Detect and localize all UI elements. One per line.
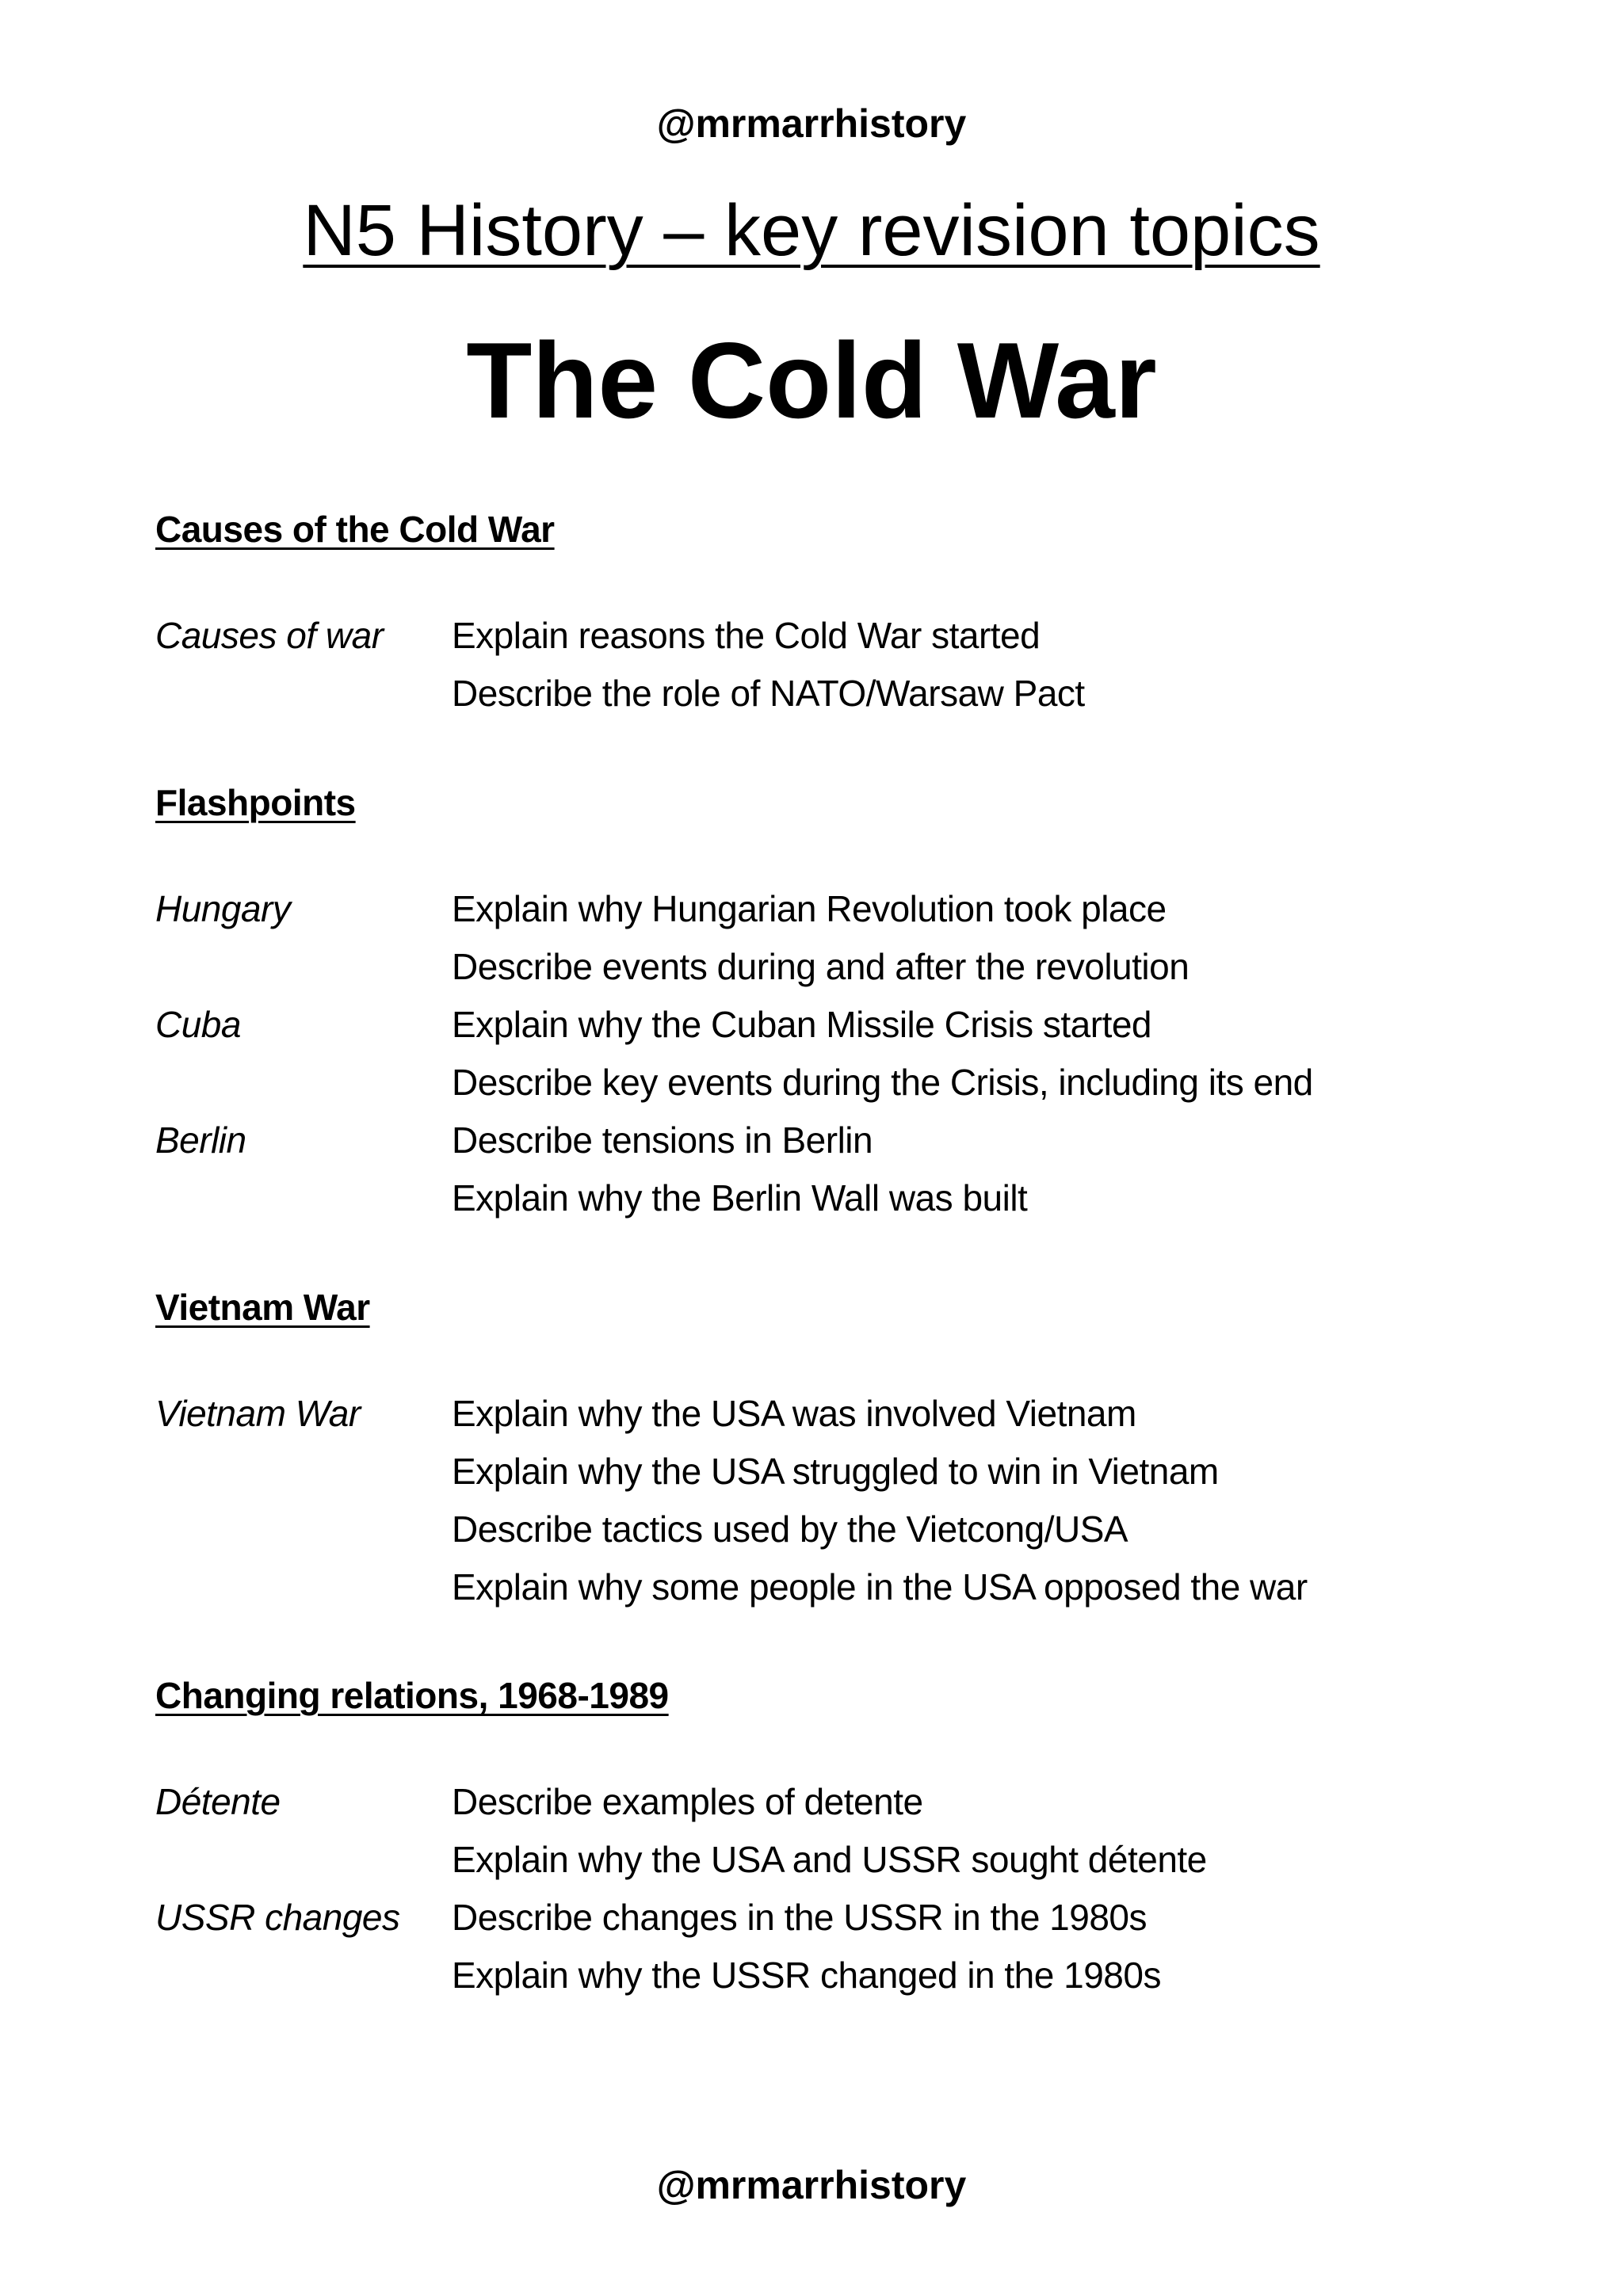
topic-berlin (155, 1112, 1503, 1227)
topic-name: Hungary (155, 888, 291, 929)
page-title: The Cold War (466, 320, 1157, 441)
topic-cuba (155, 996, 1503, 1112)
section-heading: Vietnam War (155, 1287, 370, 1328)
topic-points (452, 607, 1503, 723)
list-item: Explain reasons the Cold War started (452, 615, 1041, 656)
topic-points (452, 1385, 1503, 1616)
topic-name: Causes of war (155, 615, 384, 656)
list-item: Describe the role of NATO/Warsaw Pact (452, 673, 1085, 714)
topic-name: Cuba (155, 1004, 241, 1045)
section-causes (155, 507, 1503, 723)
topic-name: Vietnam War (155, 1393, 361, 1434)
topic-points (452, 880, 1503, 996)
topic-points (452, 996, 1503, 1112)
topic-detente (155, 1773, 1503, 1889)
topic-vietnam-war (155, 1385, 1503, 1616)
topic-name: Berlin (155, 1119, 246, 1161)
section-heading: Changing relations, 1968-1989 (155, 1675, 669, 1716)
list-item: Describe events during and after the revolution (452, 946, 1190, 987)
topic-hungary (155, 880, 1503, 996)
list-item: Describe tensions in Berlin (452, 1119, 873, 1161)
topic-points (452, 1773, 1503, 1889)
list-item: Describe examples of detente (452, 1781, 923, 1822)
page-subtitle: N5 History – key revision topics (303, 190, 1320, 271)
topic-points (452, 1889, 1503, 2004)
topic-list (155, 1773, 1503, 2004)
list-item: Explain why the Berlin Wall was built (452, 1177, 1028, 1219)
section-changing-relations (155, 1673, 1503, 2004)
header-handle: @mrmarrhistory (656, 101, 967, 146)
section-heading: Causes of the Cold War (155, 509, 555, 550)
topic-list (155, 607, 1503, 723)
section-heading: Flashpoints (155, 782, 356, 823)
section-flashpoints (155, 780, 1503, 1227)
list-item: Explain why the USA and USSR sought détente (452, 1839, 1207, 1880)
topic-list (155, 1385, 1503, 1616)
list-item: Describe tactics used by the Vietcong/USA (452, 1508, 1128, 1550)
topic-list (155, 880, 1503, 1227)
list-item: Describe key events during the Crisis, including its end (452, 1062, 1313, 1103)
list-item: Describe changes in the USSR in the 1980s (452, 1897, 1148, 1938)
topic-name: Détente (155, 1781, 281, 1822)
topic-points (452, 1112, 1503, 1227)
list-item: Explain why some people in the USA opposed the war (452, 1566, 1308, 1608)
list-item: Explain why the USA was involved Vietnam (452, 1393, 1136, 1434)
list-item: Explain why the USSR changed in the 1980s (452, 1955, 1161, 1996)
list-item: Explain why Hungarian Revolution took place (452, 888, 1167, 929)
topic-ussr-changes (155, 1889, 1503, 2004)
topic-causes-of-war (155, 607, 1503, 723)
list-item: Explain why the USA struggled to win in Vietnam (452, 1451, 1219, 1492)
footer-handle: @mrmarrhistory (656, 2163, 967, 2207)
section-vietnam (155, 1285, 1503, 1616)
list-item: Explain why the Cuban Missile Crisis started (452, 1004, 1152, 1045)
topic-name: USSR changes (155, 1897, 400, 1938)
